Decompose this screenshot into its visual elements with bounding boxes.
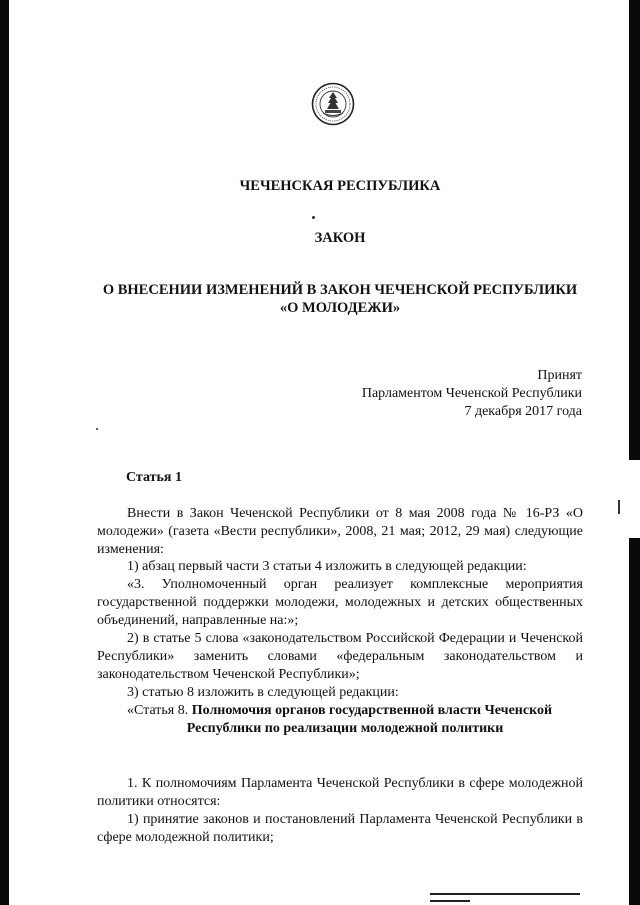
law-title-line1: О ВНЕСЕНИИ ИЗМЕНЕНИЙ В ЗАКОН ЧЕЧЕНСКОЙ РЕСПУБЛИКИ [102,282,578,298]
item-3: 3) статью 8 изложить в следующей редакции: [127,685,399,700]
article-heading: Статья 1 [126,470,182,485]
adoption-line1: Принят [537,368,582,383]
article-8-title-line2: Республики по реализации молодежной политики [186,721,504,736]
coat-of-arms-seal-icon [311,82,355,126]
scan-mark [618,500,620,514]
article-8-heading [97,702,583,738]
article-8-heading-line1 [97,702,583,720]
scan-border-right-bottom [629,538,640,905]
item-1-text: «3. Уполномоченный орган реализует комплексные мероприятия государственной поддержки молодежи, молодежных и детских общественных объединений, направленные на:»; [97,577,583,628]
scan-footer-line [430,893,580,895]
header-republic: ЧЕЧЕНСКАЯ РЕСПУБЛИКА [239,178,441,194]
article-intro: Внести в Закон Чеченской Республики от 8 мая 2008 года № 16-РЗ «О молодежи» (газета «Вести республики», 2008, 21 мая; 2012, 29 мая) следующие изменения: [97,506,583,557]
article-8-title-line1: Полномочия органов государственной власти Чеченской [191,703,553,718]
adoption-line2: Парламентом Чеченской Республики [361,386,582,401]
scan-border-right-top [629,0,640,460]
article-8-prefix: «Статья 8. [127,703,189,718]
item-2: 2) в статье 5 слова «законодательством Российской Федерации и Чеченской Республики» заменить словами «федеральным законодательством и законодательством Чеченской Республики»; [97,631,583,682]
header-doc-type: ЗАКОН [314,230,366,246]
scan-border-left [0,0,9,905]
adoption-line3: 7 декабря 2017 года [464,404,582,419]
scan-speck [312,216,315,219]
scan-footer-line-short [430,900,470,902]
paragraph-1: 1. К полномочиям Парламента Чеченской Республики в сфере молодежной политики относятся: [97,776,583,809]
paragraph-1-subitem-1: 1) принятие законов и постановлений Парламента Чеченской Республики в сфере молодежной политики; [97,812,583,845]
law-title-line2: «О МОЛОДЕЖИ» [279,300,401,316]
adoption-block [362,367,582,421]
scan-speck [96,428,98,430]
item-1: 1) абзац первый части 3 статьи 4 изложить в следующей редакции: [127,559,527,574]
